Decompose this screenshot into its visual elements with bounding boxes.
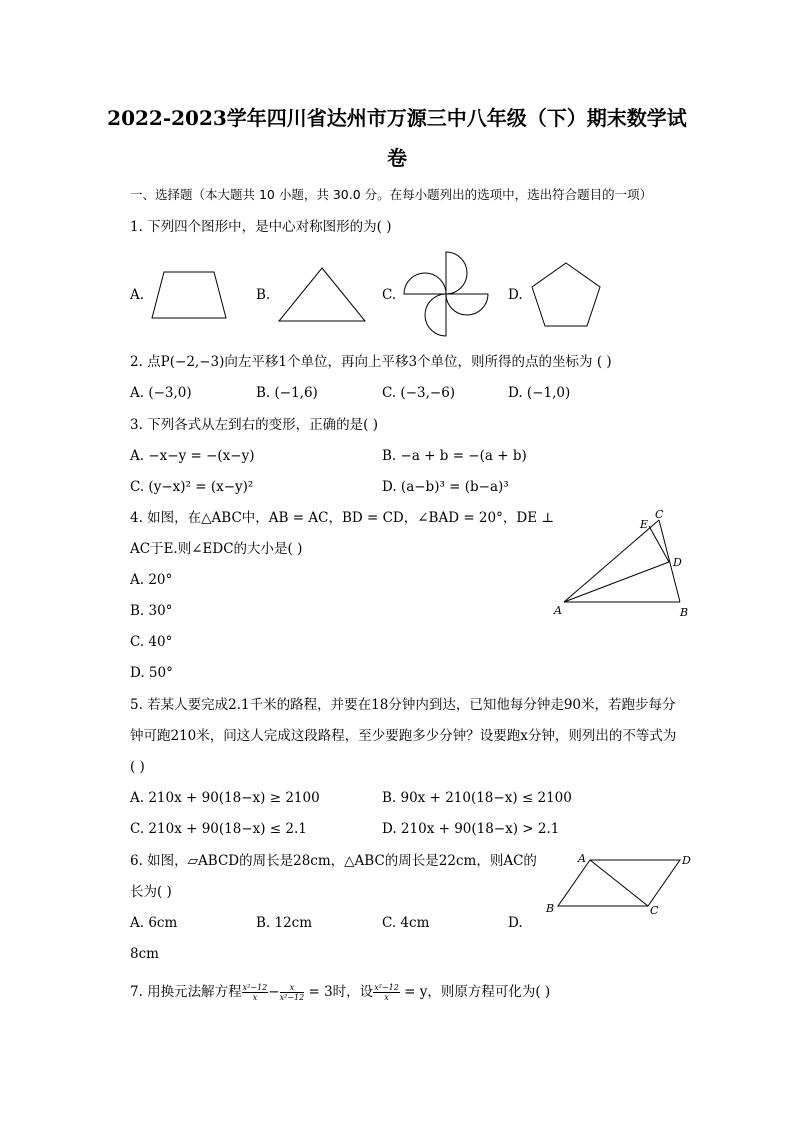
q6-stem-line2: 长为( ) [130,884,172,900]
q5-stem-line1: 5. 若某人要完成2.1千米的路程，并要在18分钟内到达，已知他每分钟走90米，若跑步每分 [130,697,676,713]
q5-option-c: C. 210x + 90(18−x) ≤ 2.1 [130,821,307,837]
q6-label-b: B [546,902,555,915]
q4-label-e: E [640,518,649,531]
q7-fraction-1: $\frac{\text{x²−12}}{x}$ [242,983,268,1002]
pinwheel-figure [400,250,494,340]
q7-fraction-3: $\frac{\text{x²−12}}{x}$ [374,983,399,1002]
q1-option-b-label: B. [256,287,271,303]
q1-stem: 1. 下列四个图形中，是中心对称图形的为( ) [130,219,392,235]
q6-label-c: C [650,904,659,916]
q3-option-b: B. −a + b = −(a + b) [382,448,527,464]
q6-option-d-value: 8cm [130,946,159,962]
q1-option-c-label: C. [382,287,397,303]
triangle-abc-figure [548,504,698,622]
trapezoid-figure [150,270,230,322]
q6-label-d: D [682,854,691,867]
q1-option-d-label: D. [508,287,523,303]
section-heading: 一、选择题（本大题共 10 小题，共 30.0 分。在每小题列出的选项中，选出符合题目的一项） [130,187,653,202]
q6-label-a: A [578,852,586,865]
q2-stem: 2. 点P(−2,−3)向左平移1个单位，再向上平移3个单位，则所得的点的坐标为 ( ) [130,354,612,370]
q7-suffix: = y，则原方程可化为( ) [399,984,551,1000]
q4-option-b: B. 30° [130,603,173,619]
q3-option-c: C. (y−x)² = (x−y)² [130,479,254,495]
q5-stem-line3: ( ) [130,759,145,775]
q2-option-b: B. (−1,6) [256,385,318,401]
q4-option-d: D. 50° [130,665,173,681]
q2-option-a: A. (−3,0) [130,385,192,401]
parallelogram-abcd-figure [544,850,696,916]
q6-stem-line1: 6. 如图，▱ABCD的周长是28cm，△ABC的周长是22cm，则AC的 [130,853,537,869]
q3-option-a: A. −x−y = −(x−y) [130,448,255,464]
q2-option-c: C. (−3,−6) [382,385,456,401]
q4-stem-line1: 4. 如图，在△ABC中，AB = AC，BD = CD，∠BAD = 20°，DE ⊥ [130,510,555,526]
q6-option-d: D. [508,915,523,931]
q4-stem-line2: AC于E.则∠EDC的大小是( ) [130,541,303,557]
q7-fraction-2: $\frac{x}{\text{x²−12}}$ [279,983,305,1002]
q4-label-d: D [673,556,682,569]
page-title-line1: 2022-2023学年四川省达州市万源三中八年级（下）期末数学试 [107,106,687,130]
q6-option-a: A. 6cm [130,915,178,931]
q4-label-a: A [554,604,562,617]
q1-option-a-label: A. [130,287,145,303]
q5-stem-line2: 钟可跑210米，问这人完成这段路程，至少要跑多少分钟？设要跑x分钟，则列出的不等式为 [130,728,677,744]
q7-minus: − [268,984,280,1000]
q7-stem [130,983,550,1002]
triangle-figure [276,266,368,324]
page-title-line2: 卷 [387,146,407,170]
q3-option-d: D. (a−b)³ = (b−a)³ [382,479,509,495]
q2-option-d: D. (−1,0) [508,385,571,401]
q4-label-b: B [680,606,689,619]
q5-option-a: A. 210x + 90(18−x) ≥ 2100 [130,790,320,806]
q4-label-c: C [655,508,664,521]
q6-option-c: C. 4cm [382,915,430,931]
q4-option-c: C. 40° [130,634,173,650]
pentagon-figure [528,260,604,330]
q7-prefix: 7. 用换元法解方程 [130,984,242,1000]
q6-option-b: B. 12cm [256,915,313,931]
q7-mid: = 3时，设 [304,984,374,1000]
q4-option-a: A. 20° [130,572,173,588]
q5-option-d: D. 210x + 90(18−x) > 2.1 [382,821,560,837]
q5-option-b: B. 90x + 210(18−x) ≤ 2100 [382,790,572,806]
q3-stem: 3. 下列各式从左到右的变形，正确的是( ) [130,417,378,433]
